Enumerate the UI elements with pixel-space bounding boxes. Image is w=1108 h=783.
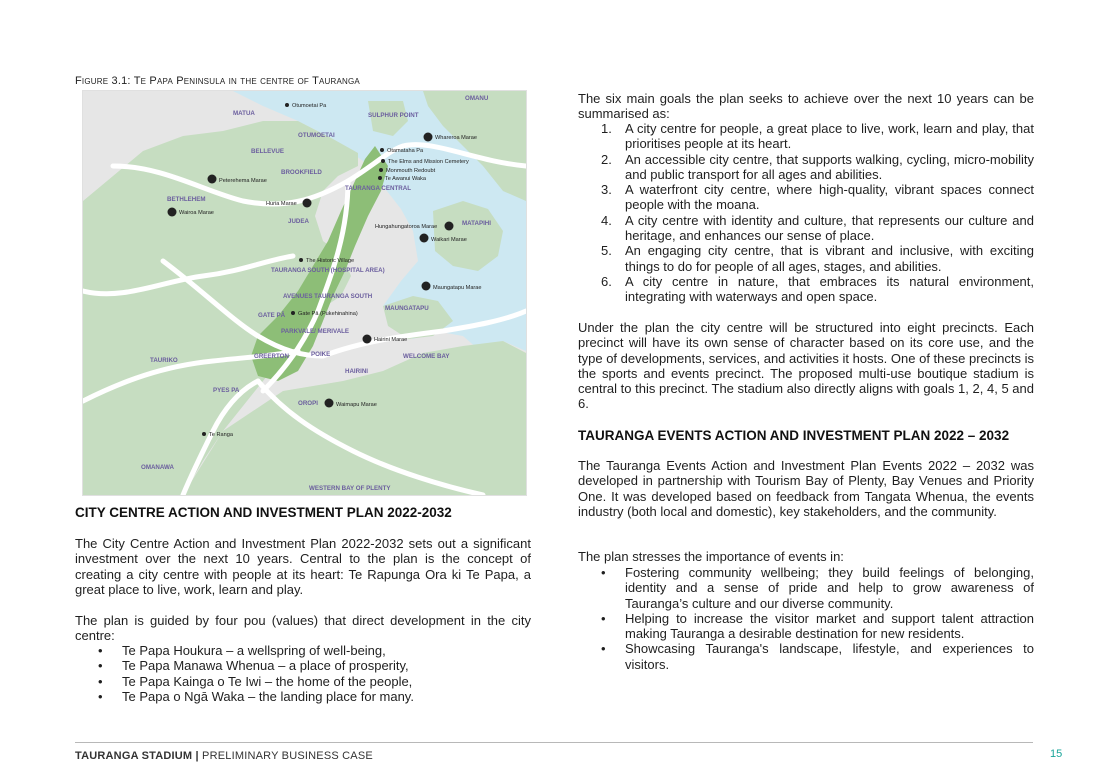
- poi-label: Otamataha Pa: [387, 148, 424, 154]
- poi-label: Hungahungatoroa Marae: [375, 224, 438, 230]
- goal-text: A city centre in nature, that embraces its natural environment, integrating with waterways and open space.: [625, 273, 1034, 305]
- events-stresses: The plan stresses the importance of events in:: [578, 549, 844, 564]
- marae-icon: [208, 175, 217, 184]
- pa-marker: [380, 148, 384, 152]
- city-centre-paragraph-1: The City Centre Action and Investment Plan 2022-2032 sets out a significant investment over the next 10 years. Central to the plan is the concept of creating a city centre with people at its heart: Te Rapunga Ora ki Te Papa, a great place to live, work, learn and play.: [75, 536, 531, 597]
- waka-marker: [378, 176, 382, 180]
- footer-divider: [75, 742, 1033, 743]
- goal-item: [578, 182, 1034, 213]
- cemetery-marker: [381, 159, 385, 163]
- suburb-label: OTUMOETAI: [298, 132, 335, 139]
- goal-number: 4.: [601, 212, 612, 228]
- pa-marker: [285, 103, 289, 107]
- suburb-label: OROPI: [298, 400, 318, 407]
- list-item: • Te Papa Kainga o Te Iwi – the home of the people,: [75, 674, 531, 689]
- map-graphic: [83, 91, 526, 495]
- goals-intro: The six main goals the plan seeks to achieve over the next 10 years can be summarised as:: [578, 91, 1034, 122]
- figure-caption: Figure 3.1: Te Papa Peninsula in the centre of Tauranga: [75, 75, 360, 87]
- suburb-label: AVENUES TAURANGA SOUTH: [283, 293, 373, 300]
- list-item: • Showcasing Tauranga's landscape, lifestyle, and experiences to visitors.: [578, 641, 1034, 672]
- poi-label: Te Awanui Waka: [385, 176, 427, 182]
- list-item: • Te Papa Manawa Whenua – a place of prosperity,: [75, 658, 531, 673]
- poi-label: Wairoa Marae: [179, 210, 214, 216]
- suburb-label: MATUA: [233, 110, 255, 117]
- suburb-label: GREERTON: [254, 353, 289, 360]
- poi-label: Gate Pā (Pukehinahina): [298, 311, 358, 317]
- goal-number: 3.: [601, 182, 612, 198]
- footer-title: [75, 750, 373, 762]
- events-paragraph: The Tauranga Events Action and Investment Plan Events 2022 – 2032 was developed in partnership with Tourism Bay of Plenty, Bay Venues and Priority One. It was developed based on feedback from Tangata Whenua, the events industry (both local and domestic), key stakeholders, and the community.: [578, 458, 1034, 519]
- goal-number: 6.: [601, 273, 612, 289]
- list-item: • Fostering community wellbeing; they build feelings of belonging, identity and a sense of pride and help to grow awareness of Tauranga’s culture and our diverse community.: [578, 565, 1034, 611]
- poi-label: Peterehema Marae: [219, 178, 267, 184]
- suburb-label: SULPHUR POINT: [368, 112, 419, 119]
- poi-label: The Elms and Mission Cemetery: [388, 159, 469, 165]
- city-centre-heading: CITY CENTRE ACTION AND INVESTMENT PLAN 2022-2032: [75, 505, 452, 520]
- suburb-label: MATAPIHI: [462, 220, 491, 227]
- suburb-label: OMANU: [465, 95, 489, 102]
- suburb-label: TAURANGA SOUTH (HOSPITAL AREA): [271, 267, 385, 274]
- suburb-label: PARKVALE/ MERIVALE: [281, 328, 350, 335]
- list-item: • Te Papa o Ngā Waka – the landing place for many.: [75, 689, 531, 704]
- list-item: • Te Papa Houkura – a wellspring of well-being,: [75, 643, 531, 658]
- pa-marker: [202, 432, 206, 436]
- poi-label: Te Ranga: [209, 432, 233, 438]
- suburb-label: JUDEA: [288, 218, 309, 225]
- suburb-label: BELLEVUE: [251, 148, 285, 155]
- page-number: 15: [1050, 748, 1063, 760]
- poi-label: Waikari Marae: [431, 237, 467, 243]
- goal-number: 1.: [601, 121, 612, 136]
- marae-icon: [422, 282, 431, 291]
- pou-list: [75, 643, 531, 704]
- marae-icon: [168, 208, 177, 217]
- suburb-label: BETHLEHEM: [167, 196, 206, 203]
- marae-icon: [303, 199, 312, 208]
- poi-label: Otumoetai Pa: [292, 103, 327, 109]
- suburb-label: HAIRINI: [345, 368, 369, 375]
- suburb-label: OMANAWA: [141, 464, 174, 471]
- footer-bold: TAURANGA STADIUM |: [75, 750, 199, 762]
- goal-number: 5.: [601, 243, 612, 259]
- suburb-label: POIKE: [311, 351, 331, 358]
- poi-label: The Historic Village: [306, 258, 355, 264]
- village-marker: [299, 258, 303, 262]
- precincts-paragraph: Under the plan the city centre will be structured into eight precincts. Each precinct will have its own sense of character based on its core use, and the type of developments, services, and activities it hosts. One of these precincts is the sports and events precinct. The proposed multi-use boutique stadium is central to this precinct. The stadium also directly aligns with goals 1, 2, 4, 5 and 6.: [578, 320, 1034, 412]
- poi-label: Waimapu Marae: [336, 402, 377, 408]
- list-item: • Helping to increase the visitor market and support talent attraction making Tauranga a desirable destination for new residents.: [578, 611, 1034, 642]
- suburb-label: WESTERN BAY OF PLENTY: [309, 485, 391, 492]
- suburb-label: BROOKFIELD: [281, 169, 322, 176]
- battle-site-marker: [291, 311, 295, 315]
- redoubt-marker: [379, 168, 383, 172]
- poi-label: Maungatapu Marae: [433, 285, 482, 291]
- events-plan-heading: TAURANGA EVENTS ACTION AND INVESTMENT PLAN 2022 – 2032: [578, 428, 1010, 443]
- goal-text: An engaging city centre, that is vibrant and inclusive, with exciting things to do for people of all ages, stages, and abilities.: [625, 243, 1034, 274]
- goal-text: A waterfront city centre, where high-quality, vibrant spaces connect people with the moana.: [625, 182, 1034, 213]
- goal-item: [578, 243, 1034, 274]
- goal-item: [578, 213, 1034, 244]
- poi-label: Whareroa Marae: [435, 135, 477, 141]
- goal-text: An accessible city centre, that supports walking, cycling, micro-mobility and public transport for all ages and abilities.: [625, 151, 1034, 182]
- suburb-label: WELCOME BAY: [403, 353, 450, 360]
- suburb-label: MAUNGATAPU: [385, 305, 429, 312]
- goals-list: [578, 121, 1034, 305]
- goal-text: A city centre for people, a great place to live, work, learn and play, that prioritises people at its heart.: [625, 121, 1034, 152]
- marae-icon: [445, 222, 454, 231]
- goal-text: A city centre with identity and culture, that represents our culture and heritage, and enhances our sense of place.: [625, 212, 1034, 244]
- goal-item: [578, 274, 1034, 305]
- te-papa-map: [82, 90, 527, 496]
- marae-icon: [424, 133, 433, 142]
- goal-number: 2.: [601, 151, 612, 167]
- suburb-label: GATE PĀ: [258, 312, 286, 319]
- city-centre-paragraph-2: The plan is guided by four pou (values) that direct development in the city centre:: [75, 613, 531, 644]
- goal-item: [578, 121, 1034, 152]
- marae-icon: [325, 399, 334, 408]
- marae-icon: [420, 234, 429, 243]
- marae-icon: [363, 335, 372, 344]
- suburb-label: PYES PA: [213, 387, 240, 394]
- events-bullets: [578, 565, 1034, 672]
- footer-subtitle: PRELIMINARY BUSINESS CASE: [198, 750, 373, 762]
- suburb-label: TAURANGA CENTRAL: [345, 185, 411, 192]
- suburb-label: TAURIKO: [150, 357, 178, 364]
- poi-label: Huria Marae: [266, 201, 297, 207]
- goal-item: [578, 152, 1034, 183]
- poi-label: Hairini Marae: [374, 337, 408, 343]
- poi-label: Monmouth Redoubt: [386, 168, 436, 174]
